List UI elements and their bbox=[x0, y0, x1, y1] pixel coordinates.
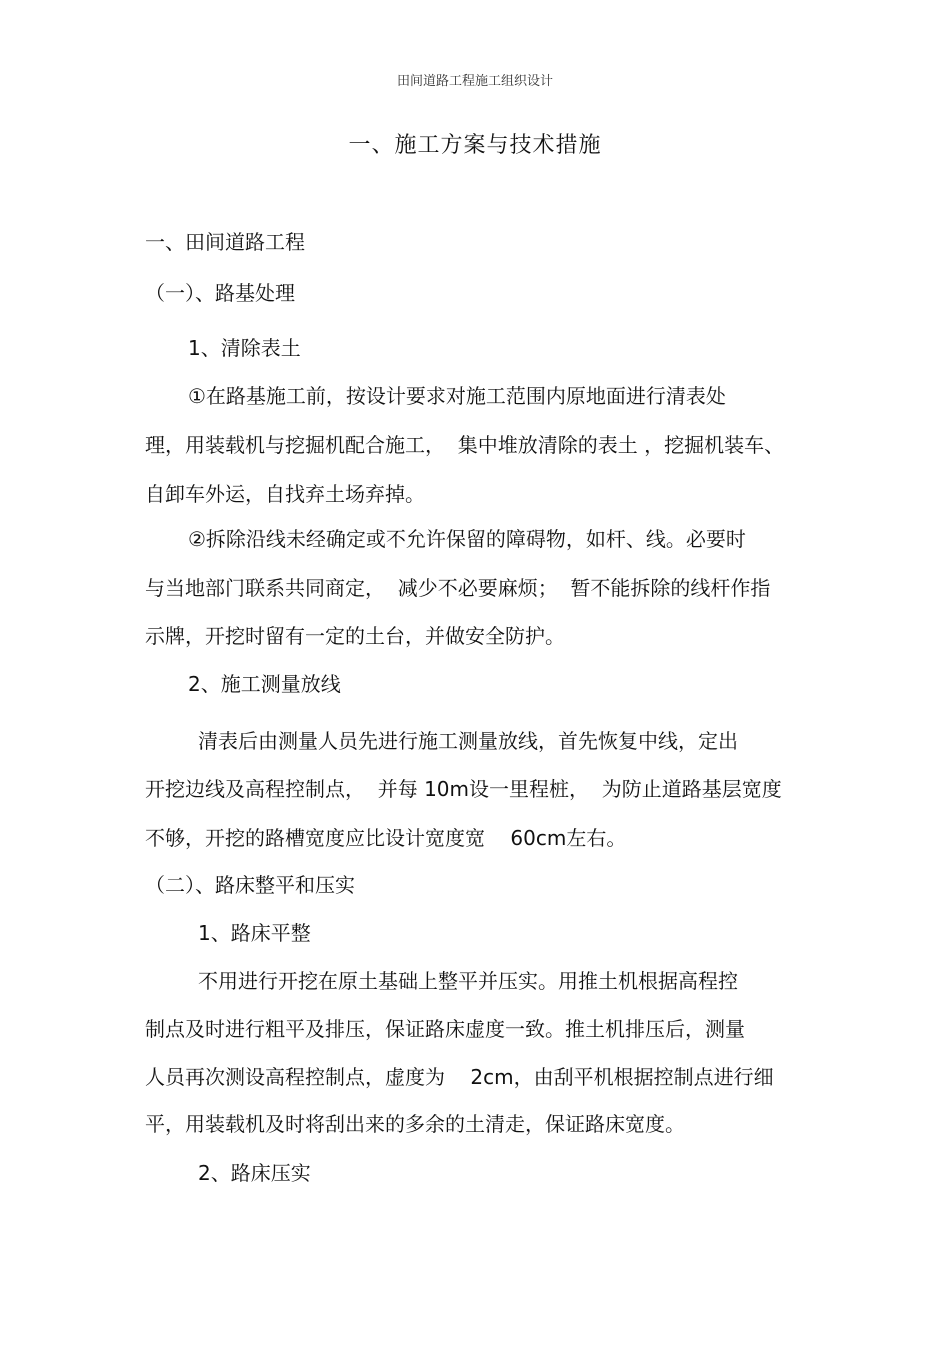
heading-field-road-project: 一、田间道路工程 bbox=[145, 230, 305, 254]
item-roadbed-compaction: 2、路床压实 bbox=[198, 1161, 311, 1185]
subheading-roadbed-leveling: （二）、路床整平和压实 bbox=[145, 873, 355, 897]
paragraph-line: 平，用装载机及时将刮出来的多余的土清走，保证路床宽度。 bbox=[145, 1112, 685, 1136]
paragraph-line: 自卸车外运，自找弃土场弃掉。 bbox=[145, 482, 425, 506]
page-header: 田间道路工程施工组织设计 bbox=[396, 74, 553, 89]
paragraph-line: 不用进行开挖在原土基础上整平并压实。用推土机根据高程控 bbox=[198, 969, 738, 993]
paragraph-line: ①在路基施工前，按设计要求对施工范围内原地面进行清表处 bbox=[188, 384, 726, 408]
paragraph-line: 示牌，开挖时留有一定的土台，并做安全防护。 bbox=[145, 624, 565, 648]
paragraph-line: 不够，开挖的路槽宽度应比设计宽度宽 60cm左右。 bbox=[145, 826, 627, 850]
paragraph-line: 人员再次测设高程控制点，虚度为 2cm，由刮平机根据控制点进行细 bbox=[145, 1065, 774, 1089]
paragraph-line: 理，用装载机与挖掘机配合施工， 集中堆放清除的表土 ，挖掘机装车、 bbox=[145, 433, 785, 457]
item-survey-layout: 2、施工测量放线 bbox=[188, 672, 341, 696]
item-roadbed-leveling: 1、路床平整 bbox=[198, 921, 311, 945]
paragraph-line: 制点及时进行粗平及排压，保证路床虚度一致。推土机排压后，测量 bbox=[145, 1017, 745, 1041]
item-clear-topsoil: 1、清除表土 bbox=[188, 336, 301, 360]
paragraph-line: 开挖边线及高程控制点， 并每 10m设一里程桩， 为防止道路基层宽度 bbox=[145, 777, 782, 801]
paragraph-line: ②拆除沿线未经确定或不允许保留的障碍物，如杆、线。必要时 bbox=[188, 527, 746, 551]
paragraph-line: 清表后由测量人员先进行施工测量放线，首先恢复中线，定出 bbox=[198, 729, 738, 753]
paragraph-line: 与当地部门联系共同商定， 减少不必要麻烦； 暂不能拆除的线杆作指 bbox=[145, 576, 771, 600]
section-title: 一、施工方案与技术措施 bbox=[348, 133, 602, 158]
subheading-subgrade-treatment: （一）、路基处理 bbox=[145, 281, 295, 305]
